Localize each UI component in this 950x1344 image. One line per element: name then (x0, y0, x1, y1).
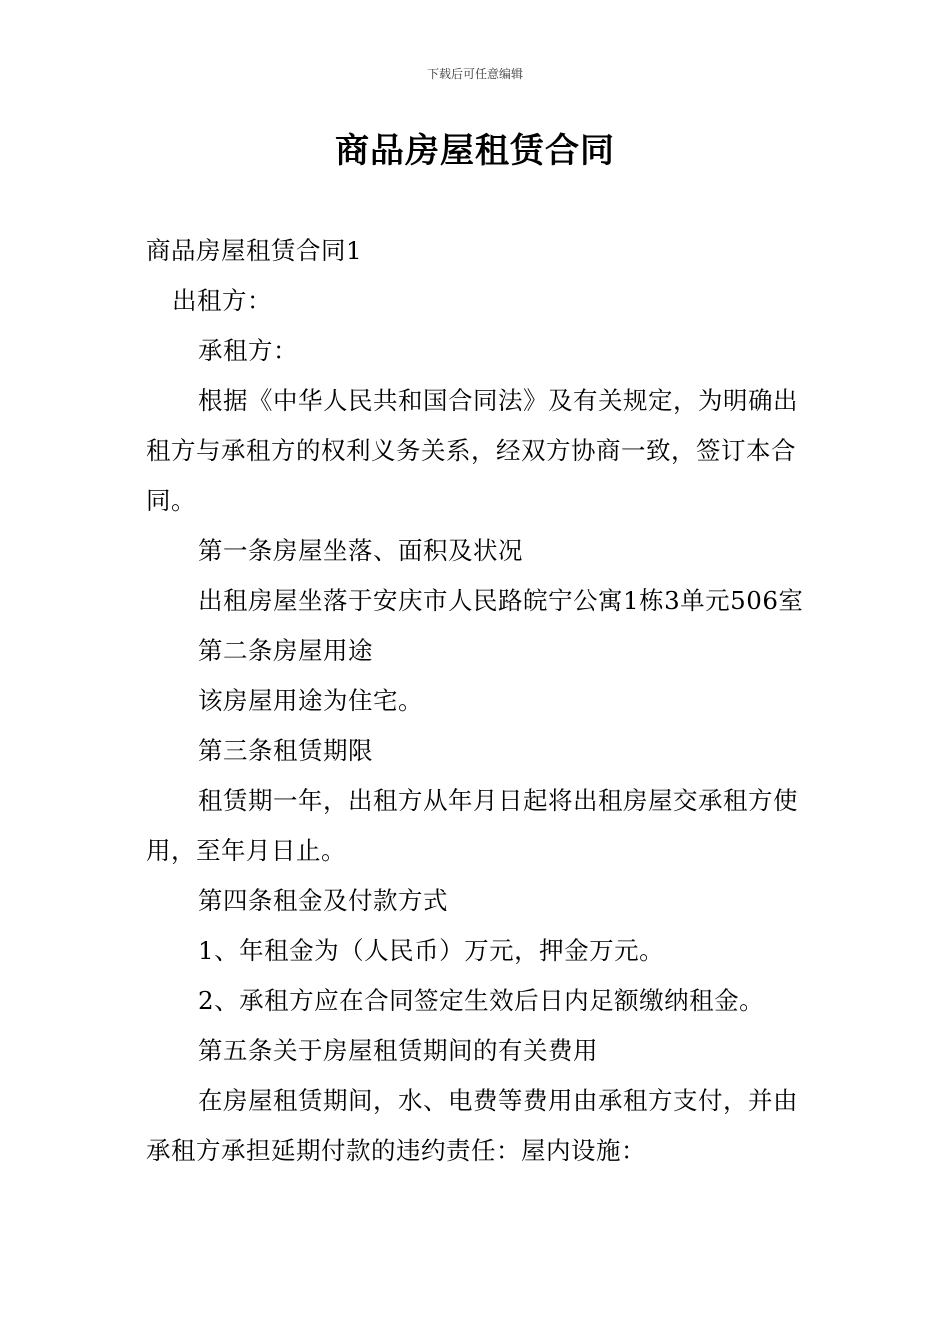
paragraph: 根据《中华人民共和国合同法》及有关规定，为明确出租方与承租方的权利义务关系，经双方协商一致，签订本合同。 (146, 386, 798, 515)
document-body (146, 226, 806, 1176)
paragraph: 该房屋用途为住宅。 (198, 686, 423, 715)
paragraph: 出租房屋坐落于安庆市人民路皖宁公寓1栋3单元506室 (198, 586, 804, 615)
paragraph: 第二条房屋用途 (198, 636, 373, 665)
paragraph: 1、年租金为（人民币）万元，押金万元。 (198, 936, 665, 965)
paragraph: 出租方： (172, 286, 272, 315)
paragraph: 租赁期一年，出租方从年月日起将出租房屋交承租方使用，至年月日止。 (146, 786, 798, 865)
paragraph: 第五条关于房屋租赁期间的有关费用 (198, 1036, 598, 1065)
paragraph: 商品房屋租赁合同1 (146, 236, 363, 265)
header-note: 下载后可任意编辑 (426, 67, 523, 81)
paragraph: 第四条租金及付款方式 (198, 886, 448, 915)
paragraph: 第一条房屋坐落、面积及状况 (198, 536, 523, 565)
paragraph: 第三条租赁期限 (198, 736, 373, 765)
paragraph: 承租方： (198, 336, 298, 365)
document-title: 商品房屋租赁合同 (335, 131, 615, 171)
paragraph: 2、承租方应在合同签定生效后日内足额缴纳租金。 (198, 986, 765, 1015)
paragraph: 在房屋租赁期间，水、电费等费用由承租方支付，并由承租方承担延期付款的违约责任：屋内设施： (146, 1086, 798, 1165)
